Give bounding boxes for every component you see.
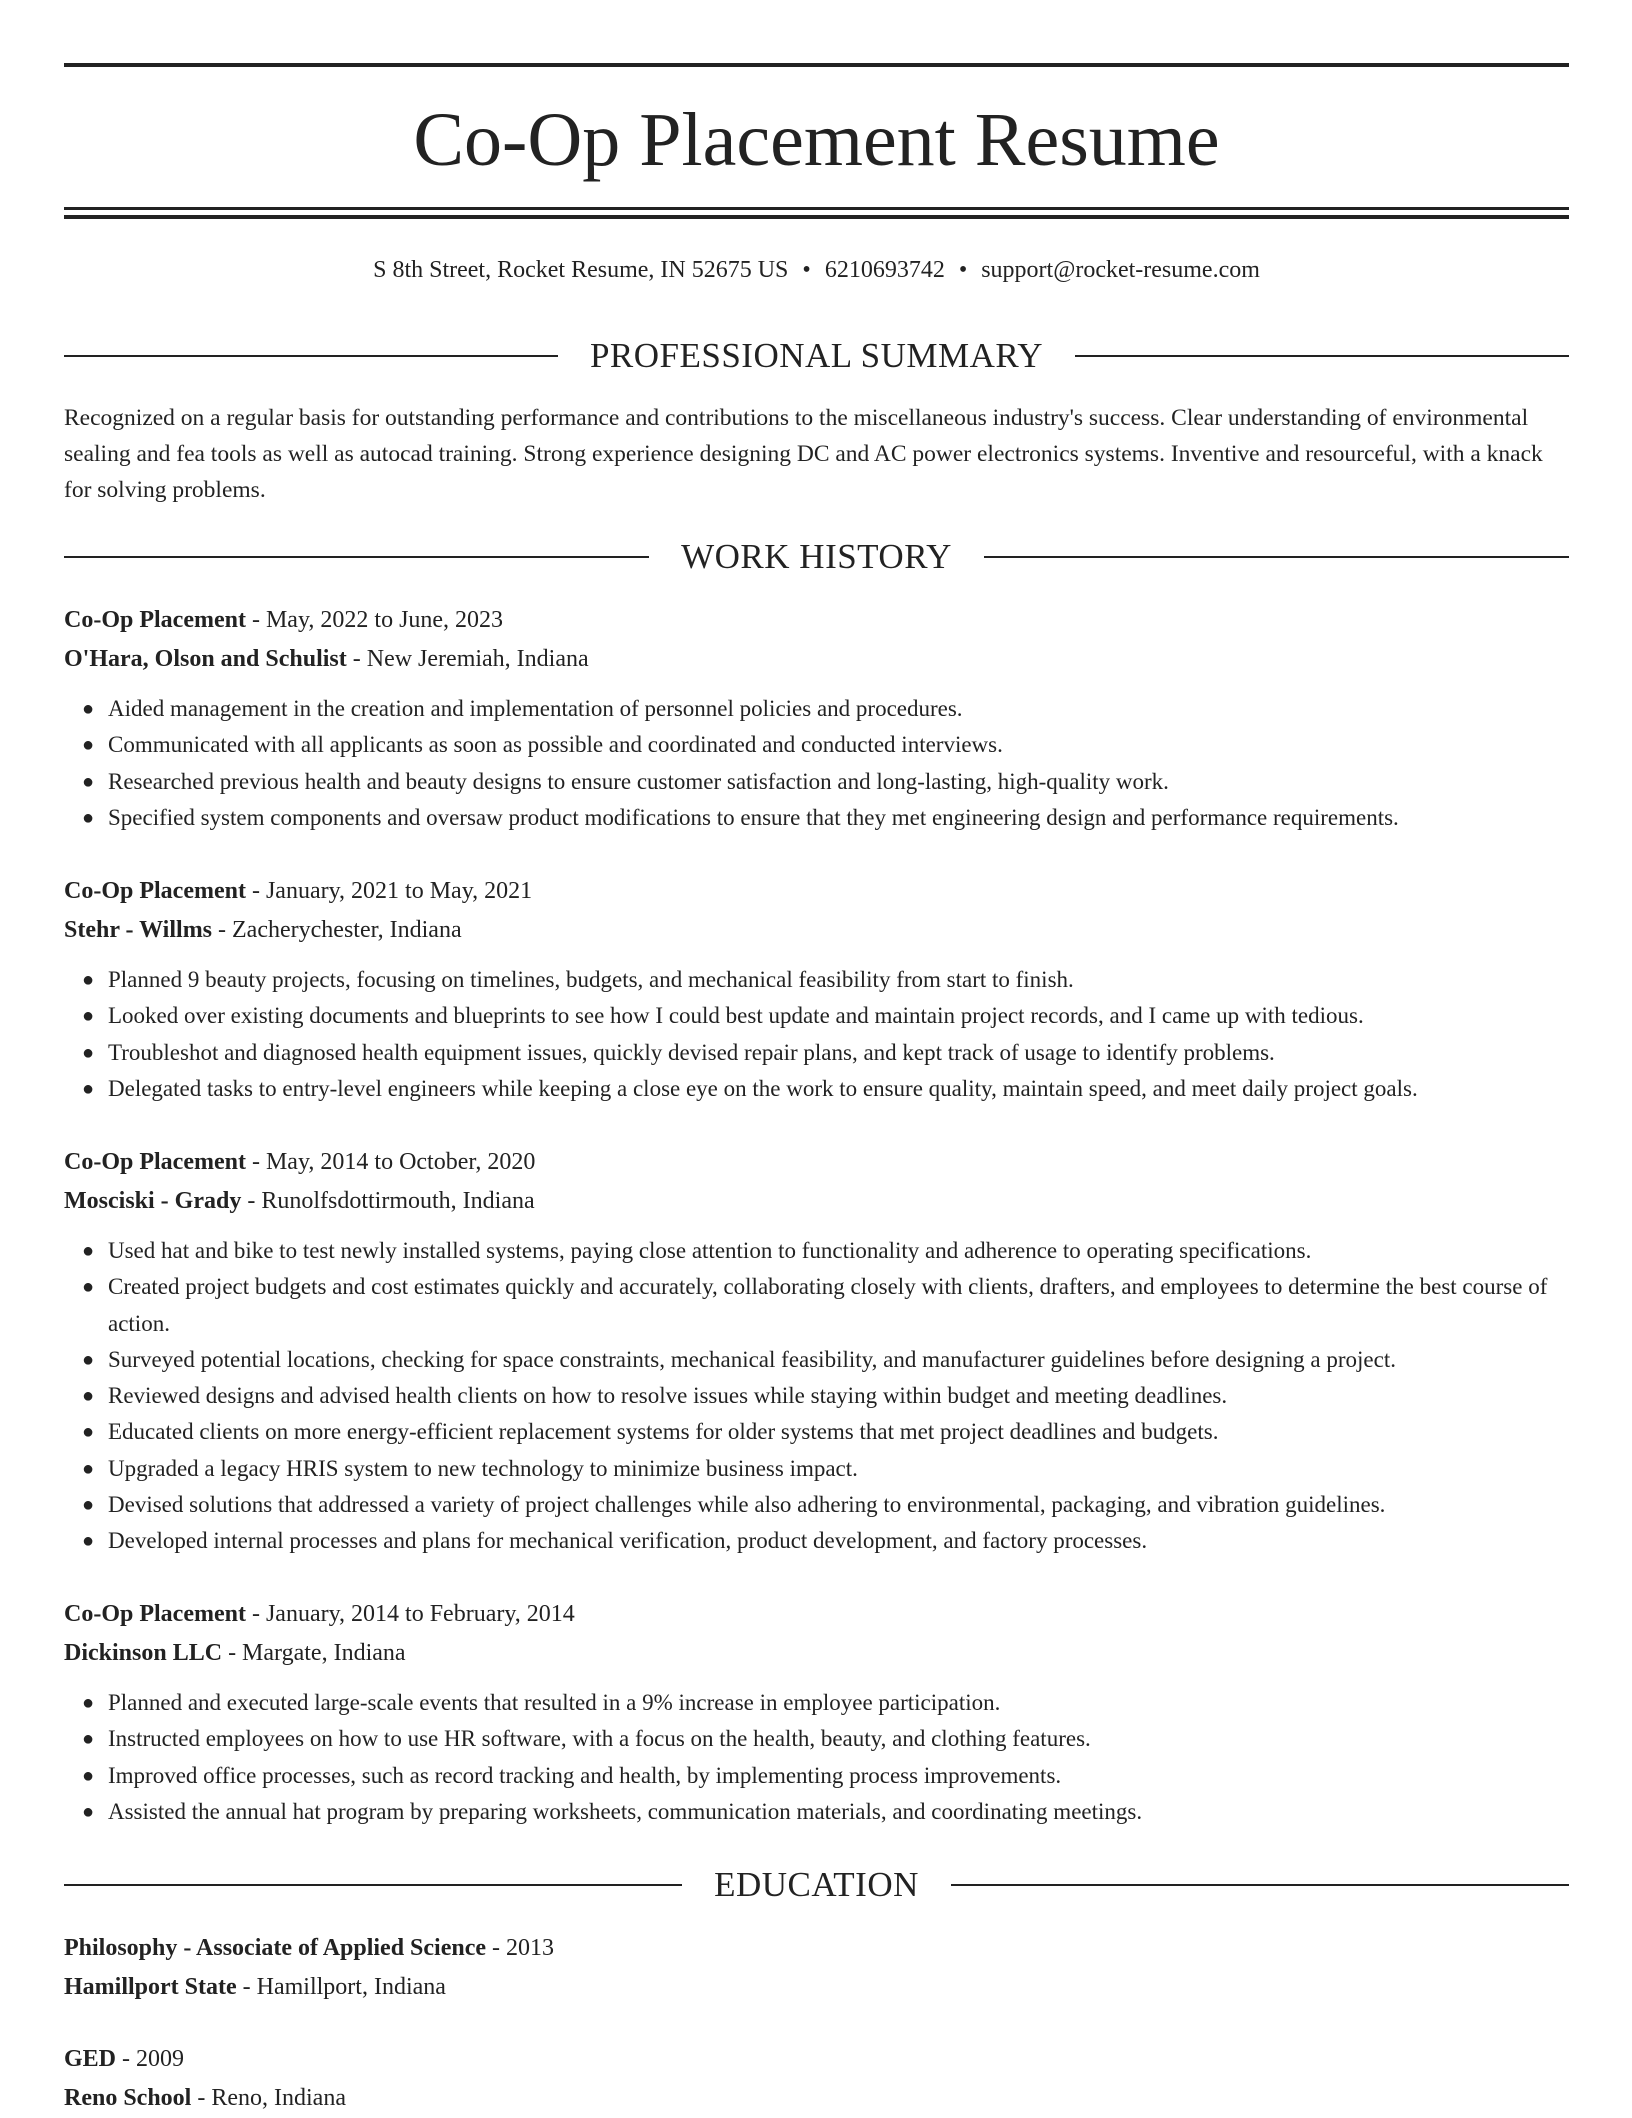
heading-rule-left — [64, 355, 558, 357]
job-title: Co-Op Placement — [64, 1601, 246, 1627]
education-location: - Reno, Indiana — [191, 2085, 346, 2111]
contact-separator: • — [802, 257, 811, 283]
education-entry — [64, 1929, 1569, 2007]
top-rule — [64, 63, 1569, 67]
summary-text: Recognized on a regular basis for outstanding performance and contributions to the miscellaneous industry's success. Clear understanding of environmental sealing and fea tools as well as autocad training. Strong experience designing DC and AC power electronics systems. Inventive and resourceful, with a knack for solving problems. — [64, 405, 1543, 503]
job-bullet: ● Planned 9 beauty projects, focusing on timelines, budgets, and mechanical feasibility from start to finish. — [82, 967, 1074, 992]
job-bullet: ● Specified system components and oversaw product modifications to ensure that they met engineering design and performance requirements. — [82, 804, 1399, 830]
job-location: - Zacherychester, Indiana — [212, 917, 462, 943]
job-bullet: ● Developed internal processes and plans for mechanical verification, product development, and factory processes. — [82, 1528, 1148, 1554]
job-bullet-text: Instructed employees on how to use HR software, with a focus on the health, beauty, and clothing features. — [108, 1726, 1091, 1752]
job-company: Stehr - Willms — [64, 917, 213, 943]
job-bullet: ● Planned and executed large-scale events that resulted in a 9% increase in employee participation. — [82, 1690, 1001, 1715]
education-location: - Hamillport, Indiana — [236, 1974, 446, 2000]
contact-email: support@rocket-resume.com — [981, 257, 1260, 283]
education-degree: GED — [64, 2046, 117, 2072]
education-school: Reno School — [64, 2085, 192, 2111]
summary-heading: PROFESSIONAL SUMMARY — [589, 336, 1044, 375]
job-title-line — [64, 1595, 1569, 1634]
job-bullet: ● Looked over existing documents and blueprints to see how I could best update and maintain project records, and I came up with tedious. — [82, 1003, 1364, 1029]
job-company: Mosciski - Grady — [64, 1188, 242, 1214]
job-bullet-text: Looked over existing documents and blueprints to see how I could best update and maintain project records, and I came up with tedious. — [108, 1003, 1364, 1029]
job-bullet-text: Created project budgets and cost estimates quickly and accurately, collaborating closely with clients, drafters, and employees to determine the best course of action. — [108, 1274, 1548, 1336]
job-entry — [64, 1595, 1569, 1830]
job-title-line — [64, 872, 1569, 911]
job-bullet-text: Delegated tasks to entry-level engineers while keeping a close eye on the work to ensure quality, maintain speed, and meet daily project goals. — [108, 1075, 1418, 1101]
job-bullet: ● Educated clients on more energy-efficient replacement systems for older systems that met project deadlines and budgets. — [82, 1419, 1219, 1445]
education-school: Hamillport State — [64, 1974, 237, 2000]
job-bullet-text: Planned and executed large-scale events that resulted in a 9% increase in employee participation. — [108, 1690, 1001, 1715]
job-bullet: ● Researched previous health and beauty designs to ensure customer satisfaction and long-lasting, high-quality work. — [82, 768, 1169, 794]
job-entry — [64, 872, 1569, 1107]
contact-address: S 8th Street, Rocket Resume, IN 52675 US — [373, 257, 789, 283]
job-bullet-list — [64, 1685, 1569, 1830]
job-location: - Margate, Indiana — [222, 1640, 406, 1666]
job-bullet: ● Delegated tasks to entry-level engineers while keeping a close eye on the work to ensure quality, maintain speed, and meet daily project goals. — [82, 1075, 1418, 1101]
job-bullet-text: Surveyed potential locations, checking for space constraints, mechanical feasibility, and manufacturer guidelines before designing a project. — [108, 1346, 1396, 1372]
work-history-heading: WORK HISTORY — [681, 537, 952, 576]
job-location: - New Jeremiah, Indiana — [346, 646, 589, 672]
job-company-line — [64, 911, 1569, 950]
job-dates: - January, 2021 to May, 2021 — [245, 878, 533, 904]
education-degree: Philosophy - Associate of Applied Science — [64, 1935, 487, 1961]
job-bullet: ● Aided management in the creation and implementation of personnel policies and procedures. — [82, 696, 963, 721]
job-bullet: ● Surveyed potential locations, checking for space constraints, mechanical feasibility, and manufacturer guidelines before designing a project. — [82, 1346, 1396, 1372]
resume-title: Co-Op Placement Resume — [413, 98, 1220, 182]
heading-rule-right — [951, 1884, 1569, 1886]
job-title: Co-Op Placement — [64, 878, 246, 904]
job-bullet: ● Upgraded a legacy HRIS system to new technology to minimize business impact. — [82, 1455, 858, 1481]
job-bullet: ● Instructed employees on how to use HR software, with a focus on the health, beauty, and clothing features. — [82, 1726, 1091, 1752]
education-year: - 2009 — [116, 2046, 185, 2072]
job-bullet: ● Improved office processes, such as record tracking and health, by implementing process improvements. — [82, 1762, 1062, 1788]
education-school-line — [64, 2079, 1569, 2118]
job-bullet-list — [64, 1233, 1569, 1560]
job-bullet-list — [64, 691, 1569, 836]
job-bullet-text: Improved office processes, such as record tracking and health, by implementing process improvements. — [108, 1762, 1062, 1788]
heading-rule-left — [64, 556, 649, 558]
education-degree-line — [64, 1929, 1569, 1968]
job-bullet-text: Planned 9 beauty projects, focusing on timelines, budgets, and mechanical feasibility from start to finish. — [108, 967, 1074, 992]
job-bullet: ● Created project budgets and cost estimates quickly and accurately, collaborating closely with clients, drafters, and employees to determine the best course of action. — [82, 1274, 1548, 1336]
contact-line — [64, 253, 1569, 287]
job-bullet: ● Communicated with all applicants as soon as possible and coordinated and conducted interviews. — [82, 732, 1003, 758]
job-bullet-text: Devised solutions that addressed a variety of project challenges while also adhering to environmental, packaging, and vibration guidelines. — [108, 1492, 1386, 1518]
job-dates: - January, 2014 to February, 2014 — [245, 1601, 575, 1627]
job-bullet-text: Aided management in the creation and implementation of personnel policies and procedures. — [108, 696, 963, 721]
job-entry — [64, 1143, 1569, 1560]
education-degree-line — [64, 2040, 1569, 2079]
job-bullet: ● Troubleshot and diagnosed health equipment issues, quickly devised repair plans, and kept track of usage to identify problems. — [82, 1039, 1275, 1065]
heading-rule-left — [64, 1884, 682, 1886]
job-entry — [64, 601, 1569, 836]
heading-rule-right — [984, 556, 1569, 558]
job-bullet-text: Upgraded a legacy HRIS system to new technology to minimize business impact. — [108, 1455, 858, 1481]
job-title-line — [64, 1143, 1569, 1182]
job-bullet-text: Developed internal processes and plans for mechanical verification, product development, and factory processes. — [108, 1528, 1148, 1554]
job-bullet: ● Reviewed designs and advised health clients on how to resolve issues while staying within budget and meeting deadlines. — [82, 1383, 1228, 1409]
section-heading-summary — [64, 334, 1569, 378]
job-bullet-list — [64, 962, 1569, 1107]
job-bullet: ● Assisted the annual hat program by preparing worksheets, communication materials, and coordinating meetings. — [82, 1798, 1143, 1824]
title-double-rule — [64, 207, 1569, 219]
job-bullet: ● Devised solutions that addressed a variety of project challenges while also adhering to environmental, packaging, and vibration guidelines. — [82, 1492, 1386, 1518]
job-company-line — [64, 640, 1569, 679]
section-heading-work-history — [64, 535, 1569, 579]
job-company-line — [64, 1182, 1569, 1221]
job-dates: - May, 2022 to June, 2023 — [245, 607, 504, 633]
contact-phone: 6210693742 — [824, 257, 945, 283]
job-bullet: ● Used hat and bike to test newly installed systems, paying close attention to functionality and adherence to operating specifications. — [82, 1238, 1312, 1263]
job-company: Dickinson LLC — [64, 1640, 223, 1666]
job-company: O'Hara, Olson and Schulist — [64, 646, 347, 672]
job-title: Co-Op Placement — [64, 607, 246, 633]
education-year: - 2013 — [486, 1935, 555, 1961]
section-heading-education — [64, 1863, 1569, 1907]
education-heading: EDUCATION — [714, 1865, 919, 1904]
job-location: - Runolfsdottirmouth, Indiana — [241, 1188, 535, 1214]
education-entry — [64, 2040, 1569, 2118]
job-bullet-text: Educated clients on more energy-efficient replacement systems for older systems that met project deadlines and budgets. — [108, 1419, 1219, 1445]
job-title: Co-Op Placement — [64, 1149, 246, 1175]
heading-rule-right — [1075, 355, 1569, 357]
job-bullet-text: Specified system components and oversaw product modifications to ensure that they met engineering design and performance requirements. — [108, 804, 1399, 830]
job-title-line — [64, 601, 1569, 640]
education-school-line — [64, 1968, 1569, 2007]
job-bullet-text: Assisted the annual hat program by preparing worksheets, communication materials, and coordinating meetings. — [108, 1798, 1143, 1824]
job-bullet-text: Reviewed designs and advised health clients on how to resolve issues while staying within budget and meeting deadlines. — [108, 1383, 1228, 1409]
job-dates: - May, 2014 to October, 2020 — [245, 1149, 536, 1175]
job-bullet-text: Used hat and bike to test newly installed systems, paying close attention to functionality and adherence to operating specifications. — [108, 1238, 1312, 1263]
job-bullet-text: Communicated with all applicants as soon as possible and coordinated and conducted interviews. — [108, 732, 1003, 758]
job-bullet-text: Researched previous health and beauty designs to ensure customer satisfaction and long-lasting, high-quality work. — [108, 768, 1169, 794]
job-company-line — [64, 1634, 1569, 1673]
job-bullet-text: Troubleshot and diagnosed health equipment issues, quickly devised repair plans, and kept track of usage to identify problems. — [108, 1039, 1275, 1065]
contact-separator: • — [958, 257, 968, 283]
